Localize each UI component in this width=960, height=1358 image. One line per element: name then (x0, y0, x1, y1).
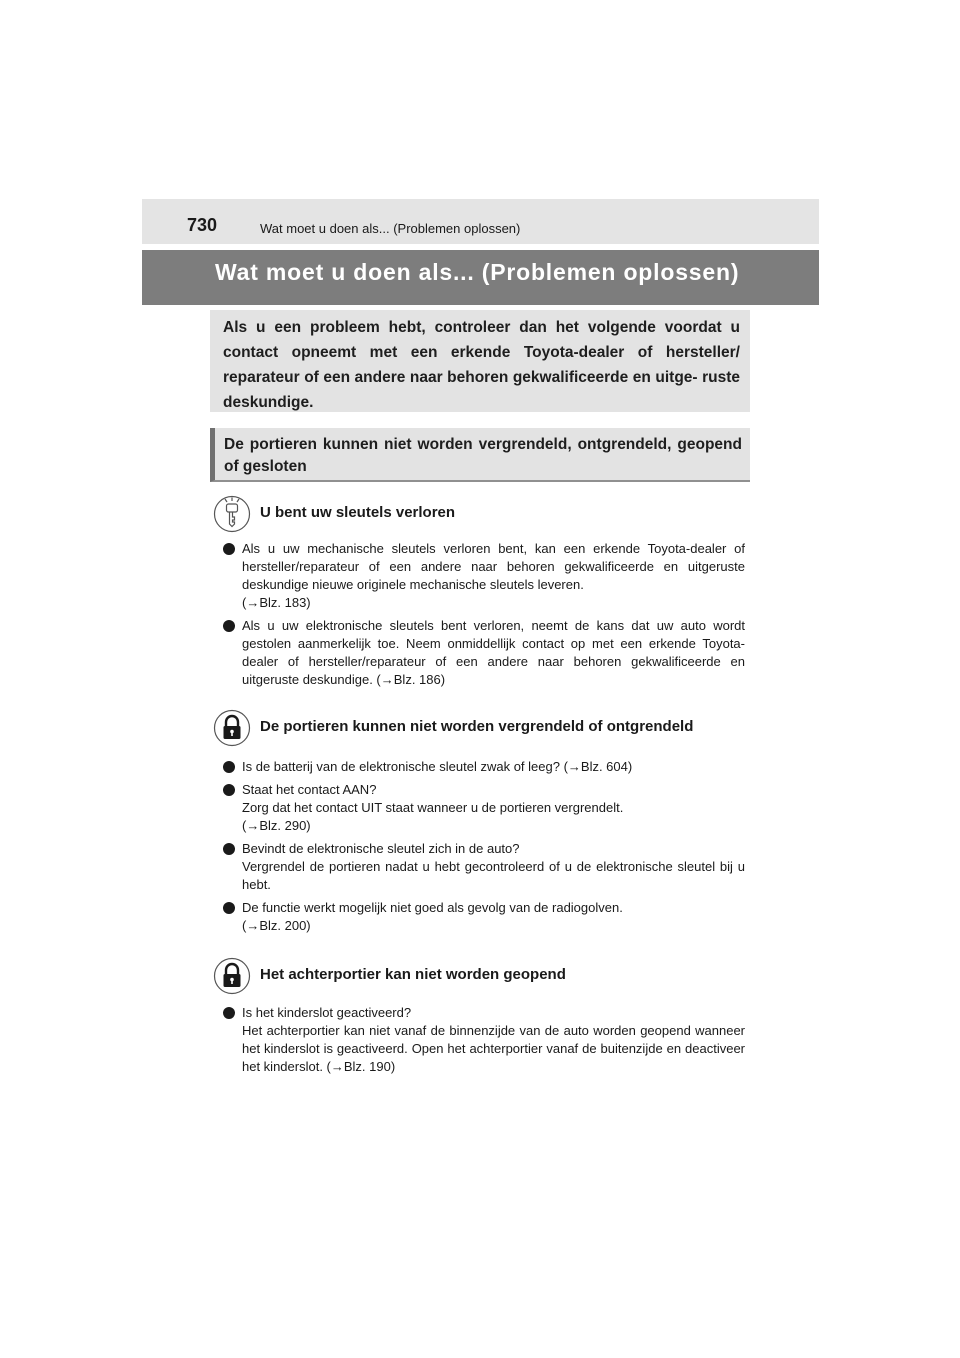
bullet-list (223, 540, 745, 694)
subsection-rear-door (213, 957, 753, 995)
list-item: De functie werkt mogelijk niet goed als gevolg van de radiogolven. (→Blz. 200) (223, 899, 745, 935)
list-item: Als u uw mechanische sleutels verloren bent, kan een erkende Toyota-dealer of hersteller/reparateur of een andere naar behoren gekwalificeerde en uitgeruste deskundige nieuwe originele mechanische sleutels leveren. (→Blz. 183) (223, 540, 745, 612)
subsection-title: Het achterportier kan niet worden geopend (260, 966, 566, 983)
page-number: 730 (187, 215, 218, 235)
bullet-list (223, 1004, 745, 1081)
padlock-icon (213, 709, 251, 747)
bullet-list (223, 758, 745, 940)
section-header-text: De portieren kunnen niet worden vergrendeld, ontgrendeld, geopend of gesloten (224, 436, 742, 475)
subsection-lost-keys (213, 495, 753, 533)
intro-box (210, 310, 750, 412)
padlock-icon (213, 957, 251, 995)
subsection-title: De portieren kunnen niet worden vergrendeld of ontgrendeld (260, 718, 694, 735)
list-item: Is het kinderslot geactiveerd? Het achterportier kan niet vanaf de binnenzijde van de auto worden geopend wanneer het kinderslot is geactiveerd. Open het achterportier vanaf de buitenzijde en deactiveer het kinderslot. (→Blz. 190) (223, 1004, 745, 1076)
list-item: Als u uw elektronische sleutels bent verloren, neemt de kans dat uw auto wordt gestolen aanmerkelijk toe. Neem onmiddellijk contact op met een erkende Toyota-dealer of hersteller/reparateur of een andere naar behoren gekwalificeerde en uitgeruste deskundige. (→Blz. 186) (223, 617, 745, 689)
list-item: Bevindt de elektronische sleutel zich in de auto? Vergrendel de portieren nadat u hebt gecontroleerd of u de elektronische sleutel bij u hebt. (223, 840, 745, 894)
subsection-title: U bent uw sleutels verloren (260, 504, 456, 521)
key-icon (213, 495, 251, 533)
subsection-doors-lock (213, 709, 753, 747)
page-title: Wat moet u doen als... (Problemen oplossen) (215, 259, 740, 285)
list-item: Is de batterij van de elektronische sleutel zwak of leeg? (→Blz. 604) (223, 758, 745, 776)
section-header (210, 428, 750, 482)
list-item: Staat het contact AAN? Zorg dat het contact UIT staat wanneer u de portieren vergrendelt. (→Blz. 290) (223, 781, 745, 835)
intro-text: Als u een probleem hebt, controleer dan het volgende voordat u contact opneemt met een erkende Toyota-dealer of hersteller/ reparateur of een andere naar behoren gekwalificeerde en uitge- ruste deskundige. (223, 319, 740, 411)
running-title: Wat moet u doen als... (Problemen oplossen) (260, 221, 521, 236)
